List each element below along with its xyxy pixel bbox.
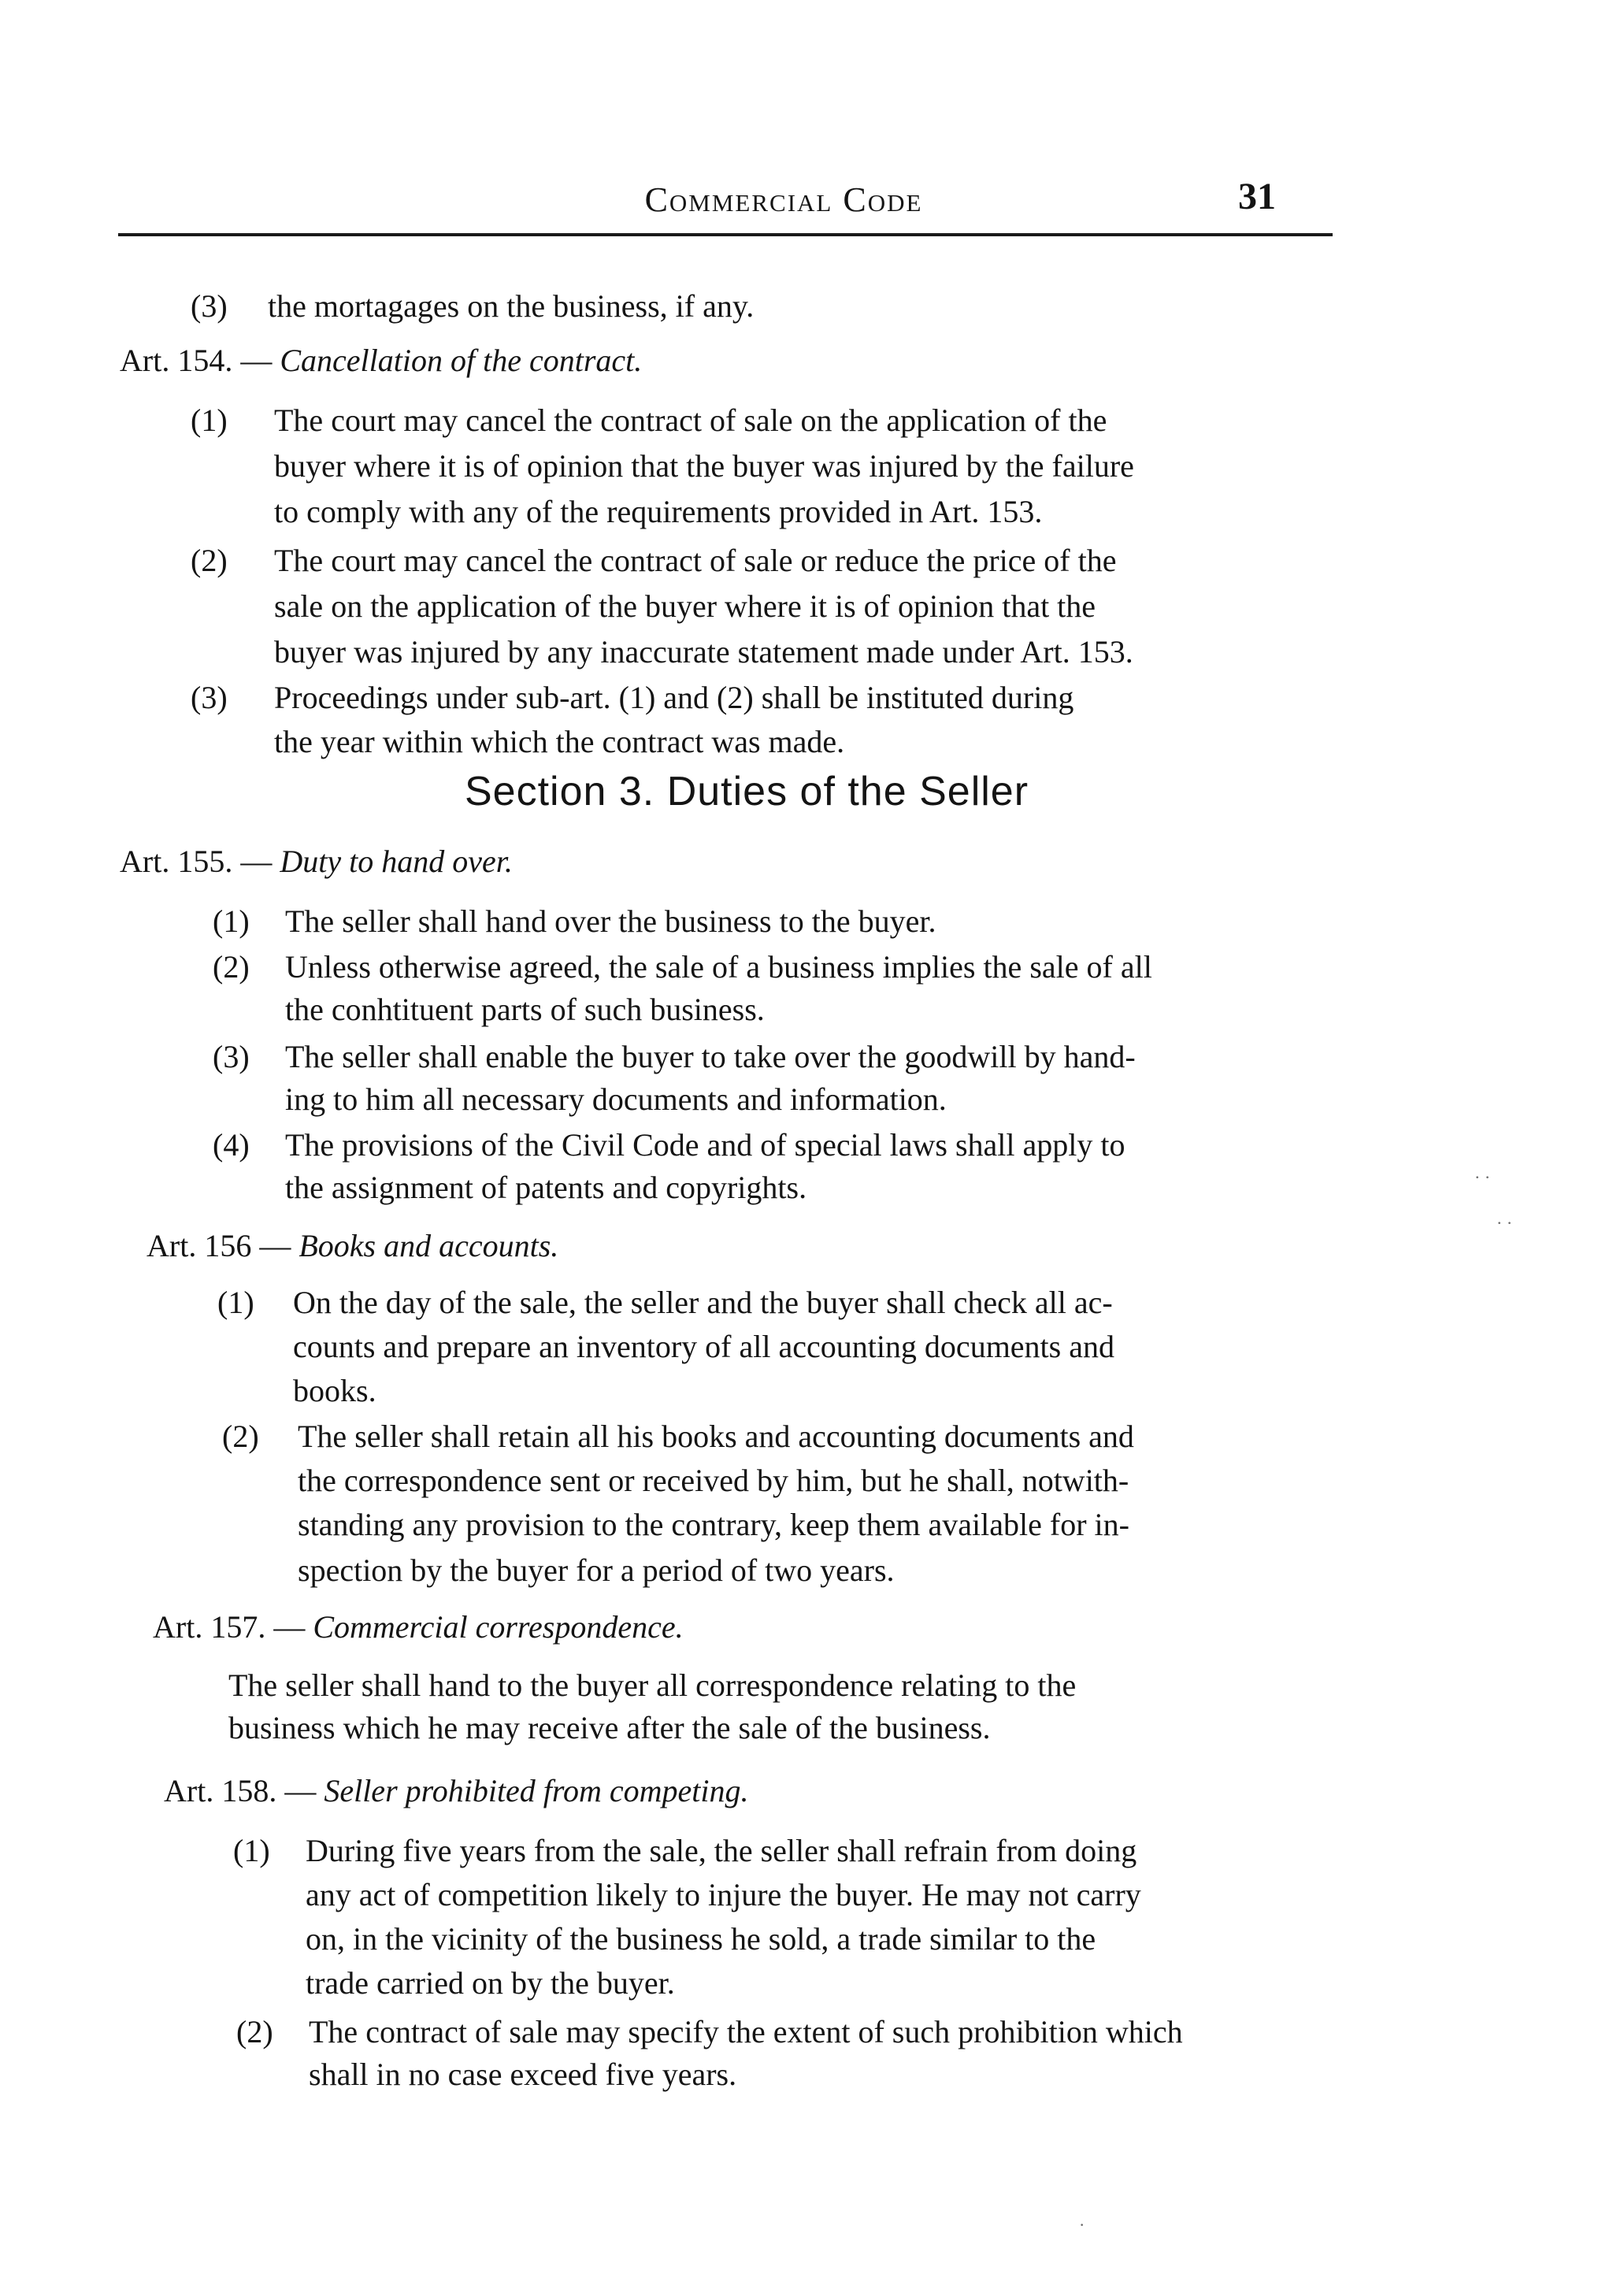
article-number: Art. 154. — [120,343,273,378]
paragraph-number: (1) [233,1833,270,1868]
body-line: the year within which the contract was made. [274,724,845,759]
running-title: Commercial Code [644,180,923,219]
body-line: to comply with any of the requirements provided in Art. 153. [274,494,1043,529]
paragraph-number: (2) [213,949,250,985]
page-number: 31 [1238,176,1276,217]
body-line: business which he may receive after the sale of the business. [228,1710,991,1745]
body-line: the mortagages on the business, if any. [268,288,755,324]
body-line: On the day of the sale, the seller and the buyer shall check all ac- [293,1285,1113,1320]
body-line: shall in no case exceed five years. [309,2057,737,2092]
paragraph-number: (2) [236,2014,273,2049]
article-number: Art. 158. — [164,1773,317,1808]
body-line: The seller shall retain all his books and accounting documents and [298,1419,1134,1454]
article-title: Cancellation of the contract. [280,343,643,378]
body-line: standing any provision to the contrary, keep them available for in- [298,1507,1129,1542]
paragraph-number: (1) [213,903,250,939]
running-header [118,176,1323,227]
header-rule [118,233,1333,236]
article-number: Art. 157. — [153,1609,306,1645]
body-line: buyer where it is of opinion that the buyer was injured by the failure [274,448,1134,484]
article-title: Seller prohibited from competing. [324,1773,749,1808]
article-title: Books and accounts. [298,1228,559,1263]
scan-speck: · · [1474,1167,1491,1187]
paragraph-number: (3) [213,1039,250,1074]
body-line: trade carried on by the buyer. [306,1965,675,2001]
scan-speck: · · [1496,1213,1513,1233]
body-line: The court may cancel the contract of sale on the application of the [274,402,1107,438]
body-line: buyer was injured by any inaccurate statement made under Art. 153. [274,634,1133,670]
article-heading-154 [120,342,642,380]
section-heading: Section 3. Duties of the Seller [465,769,1029,814]
article-number: Art. 156 — [146,1228,291,1263]
body-line: The provisions of the Civil Code and of special laws shall apply to [285,1127,1125,1163]
body-line: The seller shall hand to the buyer all correspondence relating to the [228,1667,1077,1703]
paragraph-number: (2) [191,543,228,578]
body-line: The seller shall hand over the business to the buyer. [285,903,936,939]
paragraph-number: (3) [191,288,228,324]
body-line: ing to him all necessary documents and information. [285,1081,947,1117]
scan-speck: · [1079,2215,1085,2235]
article-heading-157 [153,1608,684,1646]
article-number: Art. 155. — [120,844,273,879]
paragraph-number: (3) [191,680,228,715]
paragraph-number: (1) [217,1285,254,1320]
body-line: books. [293,1373,376,1408]
article-heading-158 [164,1772,749,1810]
article-heading-155 [120,843,513,881]
body-line: the conhtituent parts of such business. [285,992,765,1027]
article-title: Duty to hand over. [280,844,513,879]
body-line: During five years from the sale, the seller shall refrain from doing [306,1833,1137,1868]
body-line: spection by the buyer for a period of two years. [298,1552,895,1588]
body-line: The contract of sale may specify the extent of such prohibition which [309,2014,1183,2049]
body-line: The seller shall enable the buyer to take over the goodwill by hand- [285,1039,1136,1074]
body-line: The court may cancel the contract of sale or reduce the price of the [274,543,1117,578]
body-line: sale on the application of the buyer where it is of opinion that the [274,588,1096,624]
paragraph-number: (2) [222,1419,259,1454]
body-line: any act of competition likely to injure the buyer. He may not carry [306,1877,1141,1912]
body-line: on, in the vicinity of the business he sold, a trade similar to the [306,1921,1096,1957]
body-line: counts and prepare an inventory of all accounting documents and [293,1329,1114,1364]
article-heading-156 [146,1227,558,1265]
body-line: Proceedings under sub-art. (1) and (2) shall be instituted during [274,680,1074,715]
body-line: Unless otherwise agreed, the sale of a business implies the sale of all [285,949,1152,985]
body-line: the correspondence sent or received by him, but he shall, notwith- [298,1463,1129,1498]
paragraph-number: (4) [213,1127,250,1163]
paragraph-number: (1) [191,402,228,438]
article-title: Commercial correspondence. [313,1609,684,1645]
body-line: the assignment of patents and copyrights. [285,1170,807,1205]
